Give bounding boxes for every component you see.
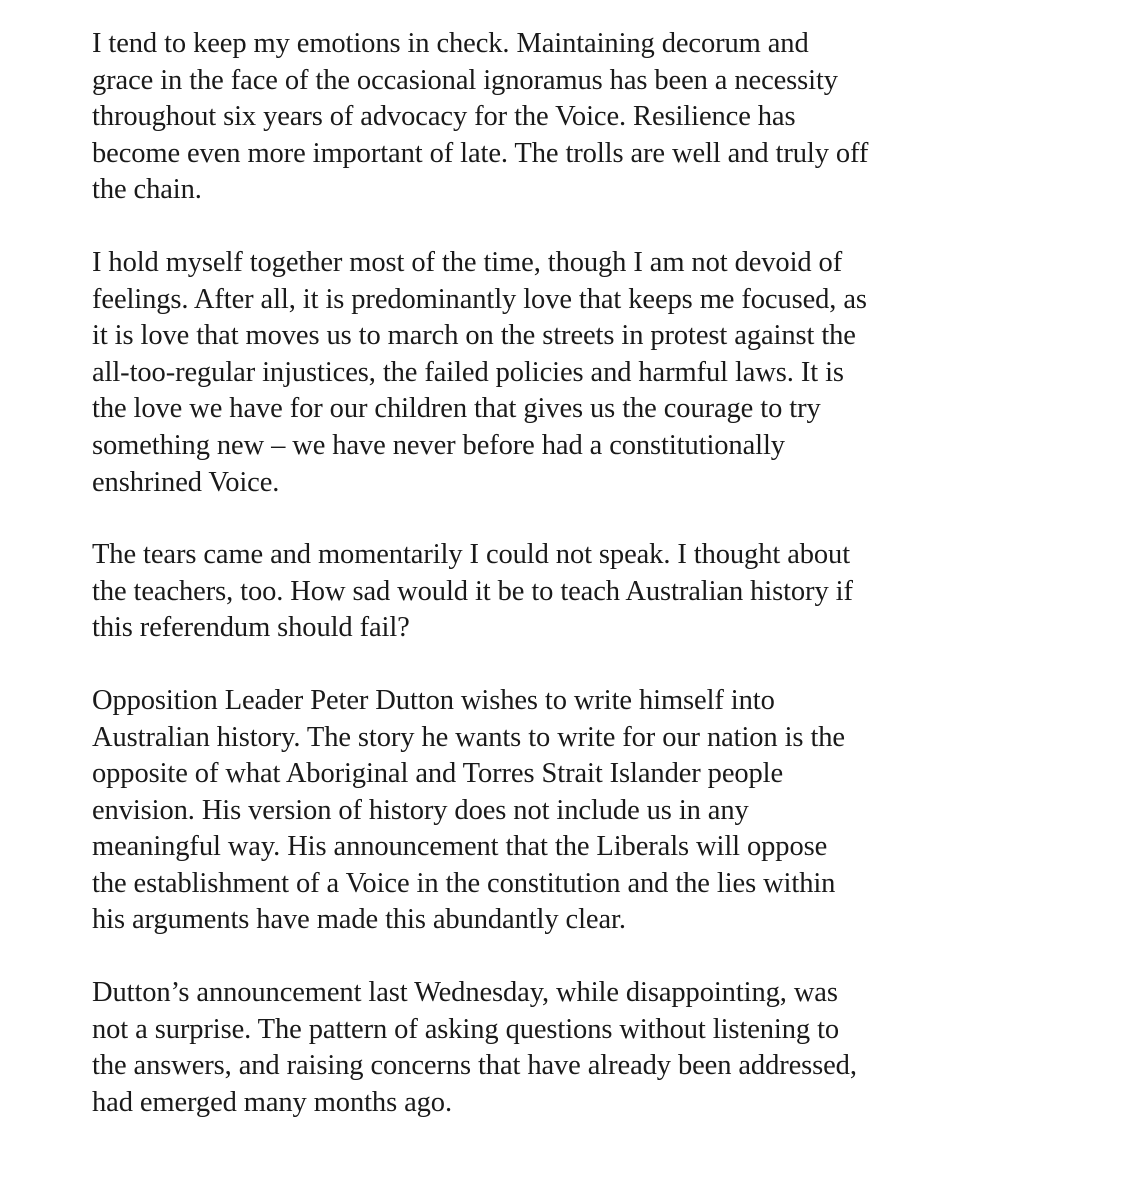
text-line: Opposition Leader Peter Dutton wishes to write himself into	[92, 684, 775, 716]
article-body	[92, 26, 1092, 1157]
text-line: something new – we have never before had a constitutionally	[92, 429, 785, 461]
text-line: this referendum should fail?	[92, 612, 410, 644]
text-line: the love we have for our children that gives us the courage to try	[92, 393, 821, 425]
text-line: the teachers, too. How sad would it be to teach Australian history if	[92, 575, 853, 607]
text-line: The tears came and momentarily I could not speak. I thought about	[92, 539, 851, 571]
text-line: his arguments have made this abundantly clear.	[92, 904, 626, 936]
text-line: not a surprise. The pattern of asking questions without listening to	[92, 1013, 840, 1045]
text-line: feelings. After all, it is predominantly love that keeps me focused, as	[92, 283, 867, 315]
text-line: the answers, and raising concerns that have already been addressed,	[92, 1050, 857, 1082]
text-line: had emerged many months ago.	[92, 1086, 452, 1118]
paragraph-3	[92, 537, 1092, 647]
text-line: grace in the face of the occasional ignoramus has been a necessity	[92, 64, 838, 96]
text-line: all-too-regular injustices, the failed policies and harmful laws. It is	[92, 356, 844, 388]
text-line: opposite of what Aboriginal and Torres Strait Islander people	[92, 758, 784, 790]
paragraph-1	[92, 26, 1092, 209]
text-line: throughout six years of advocacy for the Voice. Resilience has	[92, 101, 796, 133]
text-line: I hold myself together most of the time, though I am not devoid of	[92, 246, 843, 278]
paragraph-4	[92, 683, 1092, 939]
paragraph-2	[92, 245, 1092, 501]
text-line: enshrined Voice.	[92, 466, 280, 498]
text-line: Australian history. The story he wants to write for our nation is the	[92, 721, 845, 753]
text-line: the establishment of a Voice in the constitution and the lies within	[92, 867, 836, 899]
text-line: Dutton’s announcement last Wednesday, while disappointing, was	[92, 977, 838, 1009]
paragraph-5	[92, 975, 1092, 1121]
text-line: become even more important of late. The trolls are well and truly off	[92, 137, 869, 169]
text-line: I tend to keep my emotions in check. Maintaining decorum and	[92, 28, 809, 59]
text-line: it is love that moves us to march on the streets in protest against the	[92, 320, 856, 352]
text-line: meaningful way. His announcement that the Liberals will oppose	[92, 831, 828, 863]
text-line: envision. His version of history does not include us in any	[92, 794, 749, 826]
text-line: the chain.	[92, 174, 202, 206]
